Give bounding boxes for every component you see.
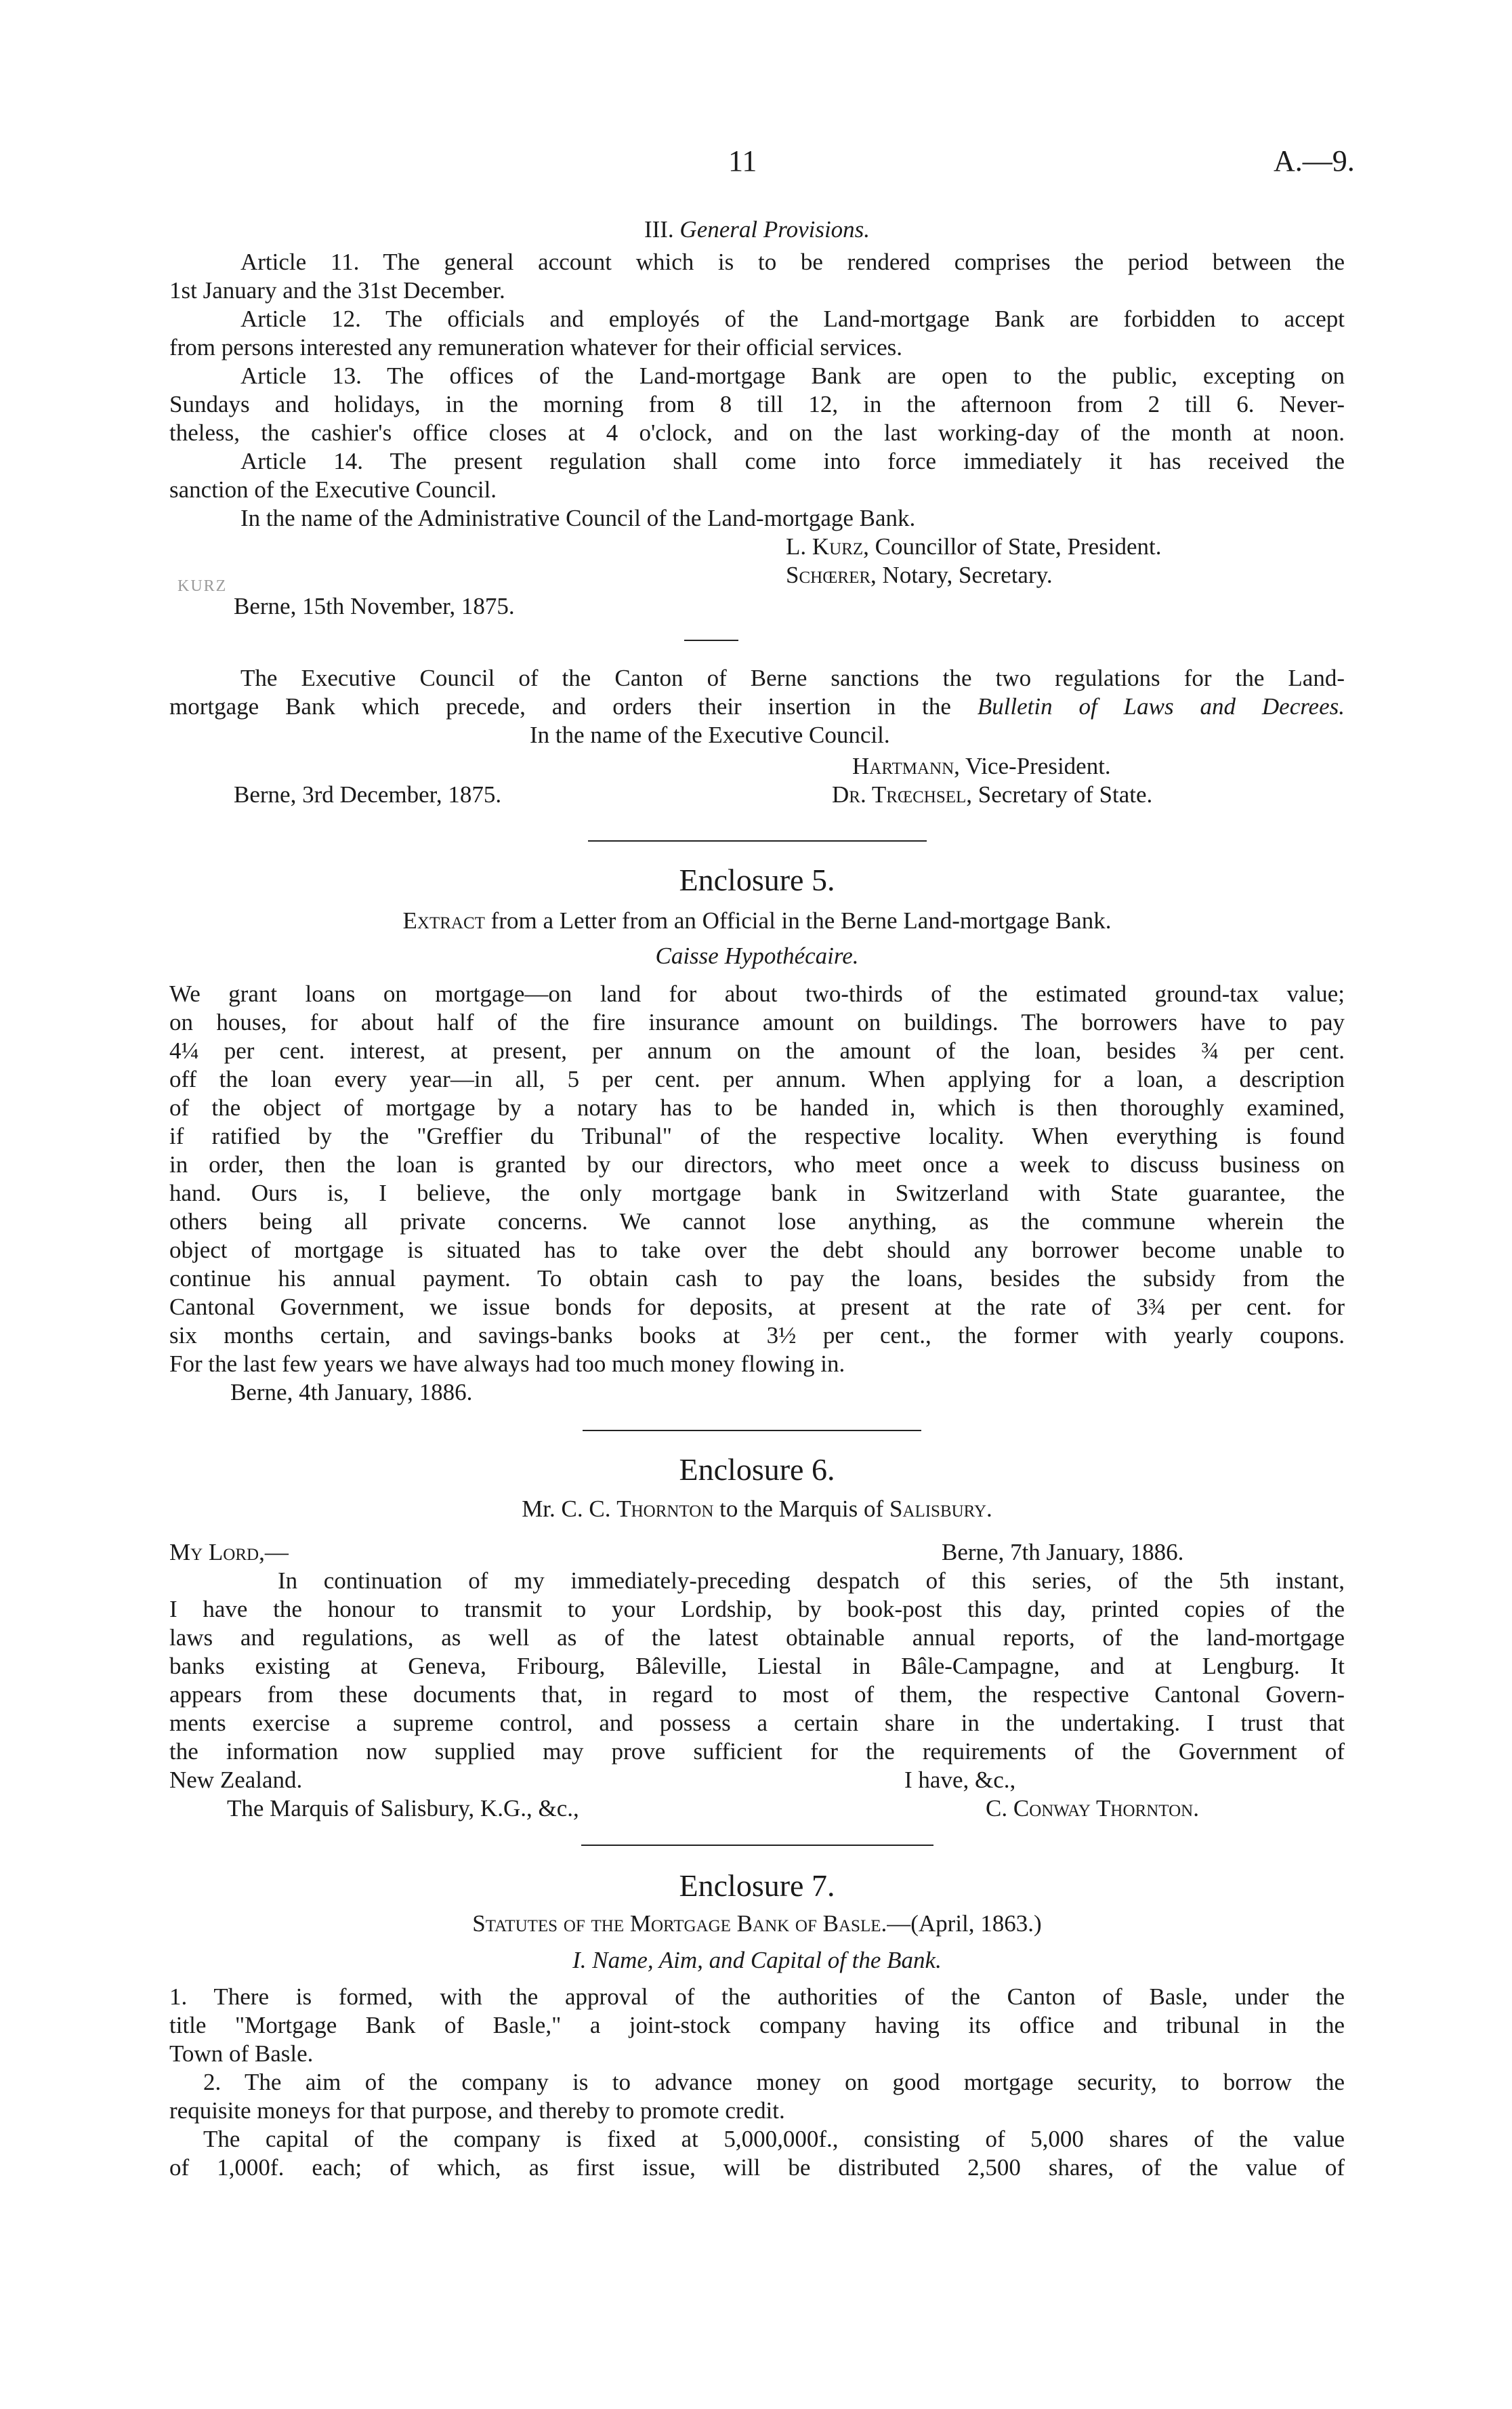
paragraph-line: hand. Ours is, I believe, the only mortgage bank in Switzerland with State guarantee, the	[169, 1180, 1345, 1206]
enclosure-7-subtitle: Statutes of the Mortgage Bank of Basle.—(April, 1863.)	[472, 1910, 1042, 1937]
paragraph-line: off the loan every year—in all, 5 per cent. per annum. When applying for a loan, a description	[169, 1066, 1345, 1092]
enclosure-6-title: Enclosure 6.	[679, 1452, 835, 1487]
paragraph-line: 1st January and the 31st December.	[169, 277, 505, 304]
paragraph-line: 1. There is formed, with the approval of the authorities of the Canton of Basle, under the	[169, 1983, 1345, 2010]
signature-secretary-of-state: Dr. Trœchsel, Secretary of State.	[832, 781, 1153, 808]
paragraph-line: Article 14. The present regulation shall come into force immediately it has received the	[240, 448, 1345, 474]
section-divider	[588, 840, 927, 842]
section-heading-general-provisions: III. General Provisions.	[644, 216, 870, 243]
paragraph-line: We grant loans on mortgage—on land for about two-thirds of the estimated ground-tax value;	[169, 981, 1345, 1007]
paragraph-line: object of mortgage is situated has to take over the debt should any borrower become unable to	[169, 1237, 1345, 1263]
date-line: Berne, 15th November, 1875.	[234, 593, 515, 619]
statutes-section-heading: I. Name, Aim, and Capital of the Bank.	[572, 1947, 942, 1973]
paragraph-line: Article 11. The general account which is to be rendered comprises the period between the	[240, 249, 1345, 275]
paragraph-line: others being all private concerns. We cannot lose anything, as the commune wherein the	[169, 1208, 1345, 1235]
paragraph-line: of 1,000f. each; of which, as first issue, will be distributed 2,500 shares, of the value of	[169, 2154, 1345, 2181]
paragraph-line: Sundays and holidays, in the morning from 8 till 12, in the afternoon from 2 till 6. Never-	[169, 391, 1345, 417]
enclosure-5-subtitle: Extract from a Letter from an Official in the Berne Land-mortgage Bank.	[402, 907, 1112, 934]
caisse-heading: Caisse Hypothécaire.	[655, 943, 859, 969]
new-zealand-line: New Zealand.	[169, 1767, 303, 1793]
faded-stamp: KURZ	[177, 577, 228, 595]
paragraph-line: sanction of the Executive Council.	[169, 476, 497, 503]
paragraph-line: For the last few years we have always had too much money flowing in.	[169, 1351, 845, 1377]
paragraph-line: banks existing at Geneva, Fribourg, Bâleville, Liestal in Bâle-Campagne, and at Lengburg. It	[169, 1653, 1345, 1679]
paragraph-line: Cantonal Government, we issue bonds for deposits, at present at the rate of 3¾ per cent. for	[169, 1294, 1345, 1320]
executive-name-line: In the name of the Executive Council.	[530, 722, 890, 748]
signature-secretary: Schœrer, Notary, Secretary.	[786, 562, 1053, 588]
paragraph-line: mortgage Bank which precede, and orders their insertion in the Bulletin of Laws and Decrees.	[169, 693, 1345, 720]
paragraph-line: Article 13. The offices of the Land-mortgage Bank are open to the public, excepting on	[240, 363, 1345, 389]
paragraph-line: ments exercise a supreme control, and possess a certain share in the undertaking. I trust that	[169, 1710, 1345, 1736]
letter-signature: C. Conway Thornton.	[986, 1795, 1199, 1821]
paragraph-line: In continuation of my immediately-preceding despatch of this series, of the 5th instant,	[278, 1567, 1345, 1594]
paragraph-line: title "Mortgage Bank of Basle," a joint-stock company having its office and tribunal in the	[169, 2012, 1345, 2038]
page-number: 11	[728, 144, 757, 178]
paragraph-line: on houses, for about half of the fire insurance amount on buildings. The borrowers have to pay	[169, 1009, 1345, 1035]
letter-date: Berne, 7th January, 1886.	[942, 1539, 1184, 1565]
paragraph-line: if ratified by the "Greffier du Tribunal" of the respective locality. When everything is found	[169, 1123, 1345, 1149]
enclosure-5-title: Enclosure 5.	[679, 863, 835, 897]
paragraph-line: six months certain, and savings-banks books at 3½ per cent., the former with yearly coupons.	[169, 1322, 1345, 1348]
page-reference: A.—9.	[1274, 144, 1355, 178]
section-divider	[581, 1845, 933, 1846]
section-divider	[583, 1430, 921, 1431]
date-line: Berne, 4th January, 1886.	[230, 1379, 473, 1405]
closing-line: I have, &c.,	[904, 1767, 1016, 1793]
short-divider	[684, 640, 738, 641]
paragraph-line: requisite moneys for that purpose, and thereby to promote credit.	[169, 2097, 785, 2124]
date-line: Berne, 3rd December, 1875.	[234, 781, 502, 808]
salutation: My Lord,—	[169, 1539, 289, 1565]
paragraph-line: the information now supplied may prove sufficient for the requirements of the Government of	[169, 1738, 1345, 1765]
enclosure-6-subtitle: Mr. C. C. Thornton to the Marquis of Salisbury.	[522, 1496, 992, 1522]
paragraph-line: of the object of mortgage by a notary has to be handed in, which is then thoroughly examined,	[169, 1094, 1345, 1121]
paragraph-line: in order, then the loan is granted by our directors, who meet once a week to discuss business on	[169, 1151, 1345, 1178]
paragraph-line: 2. The aim of the company is to advance money on good mortgage security, to borrow the	[203, 2069, 1345, 2095]
signature-president: L. Kurz, Councillor of State, President.	[786, 533, 1162, 560]
paragraph-line: continue his annual payment. To obtain cash to pay the loans, besides the subsidy from the	[169, 1265, 1345, 1292]
paragraph-line: 4¼ per cent. interest, at present, per annum on the amount of the loan, besides ¾ per cent.	[169, 1037, 1345, 1064]
enclosure-7-title: Enclosure 7.	[679, 1868, 835, 1903]
paragraph-line: laws and regulations, as well as of the latest obtainable annual reports, of the land-mortgage	[169, 1624, 1345, 1651]
signature-vice-president: Hartmann, Vice-President.	[852, 753, 1111, 779]
paragraph-line: In the name of the Administrative Council of the Land-mortgage Bank.	[240, 505, 916, 531]
addressee: The Marquis of Salisbury, K.G., &c.,	[227, 1795, 579, 1821]
paragraph-line: appears from these documents that, in regard to most of them, the respective Cantonal Govern-	[169, 1681, 1345, 1708]
paragraph-line: I have the honour to transmit to your Lordship, by book-post this day, printed copies of the	[169, 1596, 1345, 1622]
paragraph-line: Town of Basle.	[169, 2040, 314, 2067]
paragraph-line: theless, the cashier's office closes at 4 o'clock, and on the last working-day of the month at noon.	[169, 419, 1345, 446]
paragraph-line: The Executive Council of the Canton of Berne sanctions the two regulations for the Land-	[240, 665, 1345, 691]
paragraph-line: The capital of the company is fixed at 5,000,000f., consisting of 5,000 shares of the value	[203, 2126, 1345, 2152]
paragraph-line: from persons interested any remuneration whatever for their official services.	[169, 334, 902, 361]
paragraph-line: Article 12. The officials and employés of the Land-mortgage Bank are forbidden to accept	[240, 306, 1345, 332]
